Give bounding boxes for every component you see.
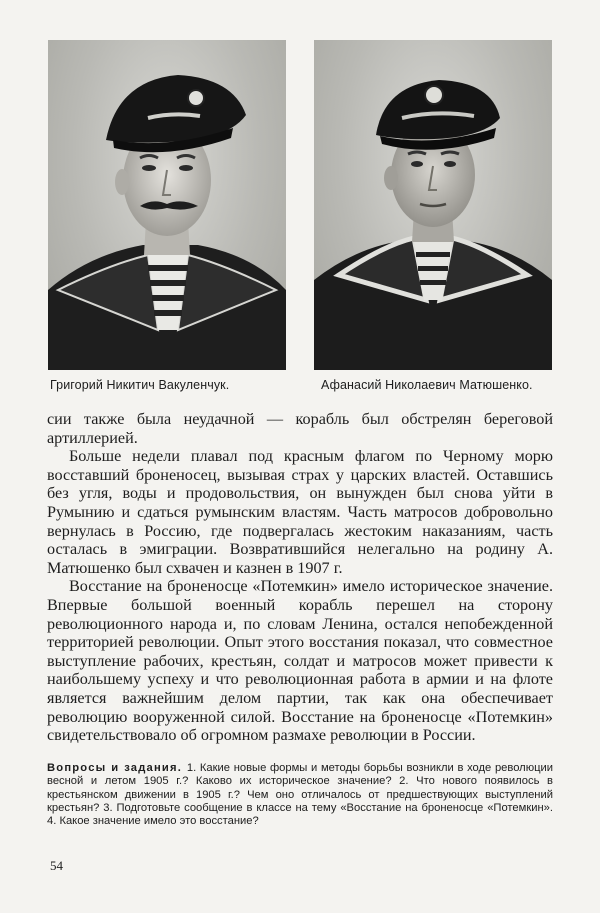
portrait-matyushenko-photo: [314, 40, 552, 370]
portrait-vakulenchuk-photo: [48, 40, 286, 370]
portrait-vakulenchuk-drawing: [48, 40, 286, 370]
caption-vakulenchuk: Григорий Никитич Вакуленчук.: [50, 378, 230, 392]
caption-matyushenko: Афанасий Николаевич Матюшенко.: [321, 378, 533, 392]
paragraph-3: Восстание на броненосце «Потемкин» имело историческое значение. Впервые большой военный корабль перешел на сторону революционного народа и, по словам Ленина, остался непобежденной территорией революции. Опыт этого восстания показал, что совместное выступление рабочих, крестьян, солдат и матросов может привести к наибольшему успеху и что революционная работа в армии и на флоте является важнейшим делом партии, так как она обеспечивает революцию вооруженной силой. Восстание на броненосце «Потемкин» свидетельствовало об огромном размахе революции в России.: [47, 577, 553, 745]
questions-heading: Вопросы и задания.: [47, 762, 187, 774]
paragraph-1: сии также была неудачной — корабль был обстрелян береговой артиллерией.: [47, 410, 553, 447]
portrait-matyushenko-drawing: [314, 40, 552, 370]
page-number: 54: [50, 858, 63, 873]
paragraph-2: Больше недели плавал под красным флагом по Черному морю восставший броненосец, вызывая страх у царских властей. Оставшись без угля, воды и продовольствия, он вынужден был снова уйти в Румынию и сдаться румынским властям. Часть матросов добровольно вернулась в Россию, где подвергалась жестоким наказаниям, часть осталась в эмиграции. Возвратившийся нелегально на родину А. Матюшенко был схвачен и казнен в 1907 г.: [47, 447, 553, 577]
questions-text: 1. Какие новые формы и методы борьбы возникли в ходе революции весной и летом 1905 г.? Каково их историческое значение? 2. Что нового появилось в крестьянском движении в 1905 г.? Чем оно отличалось от предшествующих выступлений крестьян? 3. Подготовьте сообщение в классе на тему «Восстание на броненосце «Потемкин». 4. Какое значение имело это восстание?: [47, 762, 554, 828]
main-text: [47, 410, 553, 745]
questions-block: [47, 762, 553, 828]
